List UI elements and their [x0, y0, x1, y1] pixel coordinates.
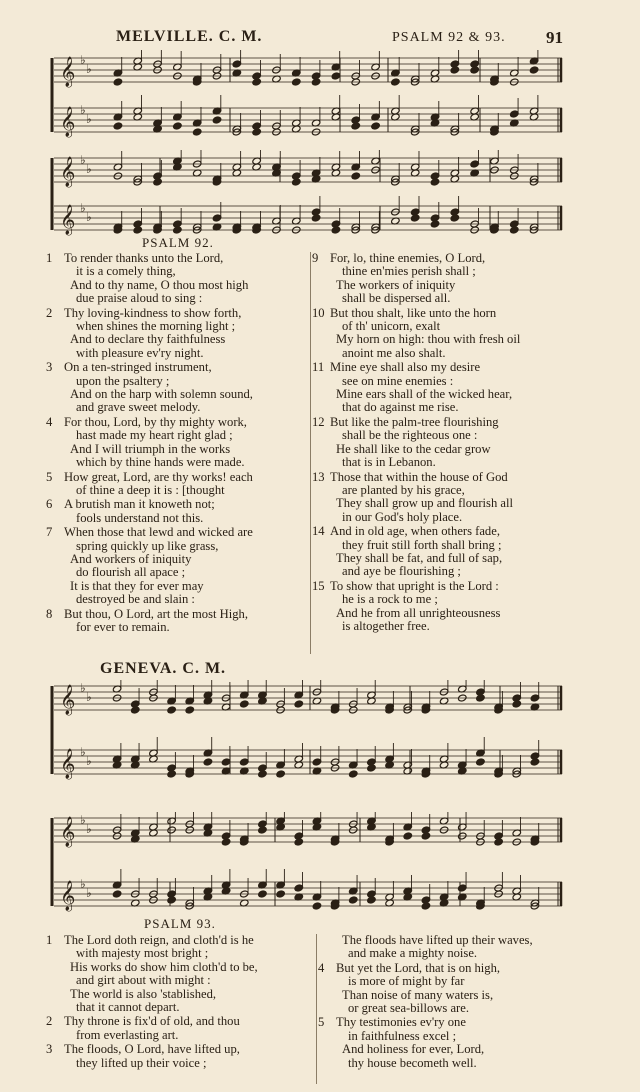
note-head: [430, 178, 439, 186]
psalm-93-right-column: [318, 934, 618, 1071]
treble-clef-icon: 𝄞: [60, 685, 76, 715]
note-head: [331, 72, 340, 80]
treble-clef-icon: 𝄞: [60, 157, 76, 187]
treble-clef-icon: 𝄞: [60, 57, 76, 87]
note-head: [421, 832, 430, 840]
flat-icon: ♭: [80, 53, 86, 67]
verse-number: 13: [312, 469, 325, 484]
verse-line: The floods have lifted up their waves,: [342, 933, 533, 947]
note-head: [311, 78, 320, 86]
note-head: [203, 758, 212, 766]
flat-icon: ♭: [86, 112, 92, 126]
psalm-92-heading: PSALM 92.: [142, 235, 214, 250]
note-head: [221, 758, 230, 766]
verse-line: Thy testimonies ev'ry one: [336, 1015, 466, 1030]
verse-line: and make a mighty noise.: [348, 946, 478, 961]
note-head: [294, 700, 303, 708]
verse-line: Mine eye shall also my desire: [330, 360, 481, 375]
note-head: [512, 700, 521, 708]
psalm-93-heading: PSALM 93.: [144, 916, 216, 931]
verse: [46, 498, 308, 525]
verse: [46, 307, 308, 361]
tune-title-melville: MELVILLE. C. M.: [116, 28, 263, 45]
note-head: [167, 770, 176, 778]
note-head: [349, 770, 358, 778]
verse-line: thy house becometh well.: [348, 1055, 477, 1070]
verse-line: with pleasure ev'ry night.: [76, 345, 204, 360]
note-head: [530, 694, 539, 702]
note-head: [185, 706, 194, 714]
note-head: [476, 694, 485, 702]
verse: [312, 525, 612, 579]
note-head: [331, 226, 340, 234]
note-head: [510, 110, 519, 118]
verse-number: 15: [312, 578, 325, 593]
verse-number: 7: [46, 525, 53, 540]
verse-line: To show that upright is the Lord :: [330, 578, 499, 593]
page-number: 91: [546, 28, 563, 47]
verse-line: When those that lewd and wicked are: [64, 525, 253, 540]
note-head: [430, 220, 439, 228]
verse-line: and aye be flourishing ;: [342, 564, 461, 579]
verse-line: that it cannot depart.: [76, 1000, 180, 1015]
verse: [312, 252, 612, 306]
verse-number: 3: [46, 1042, 53, 1057]
note-head: [292, 78, 301, 86]
verse-line: destroyed be and slain :: [76, 592, 195, 607]
verse: [318, 962, 618, 1016]
note-head: [351, 122, 360, 130]
note-head: [113, 122, 122, 130]
verse-line: they fruit still forth shall bring ;: [342, 537, 502, 552]
verse-number: 14: [312, 524, 325, 539]
flat-icon: ♭: [80, 813, 86, 827]
note-head: [276, 890, 285, 898]
verse-number: 2: [46, 1014, 53, 1029]
verse-line: His works do show him cloth'd to be,: [70, 959, 258, 974]
verse-line: and grave sweet melody.: [76, 400, 201, 415]
note-head: [312, 758, 321, 766]
verse-line: it is a comely thing,: [76, 264, 176, 279]
verse-line: are planted by his grace,: [342, 482, 465, 497]
note-head: [371, 122, 380, 130]
music-score-geneva-system-2: [50, 812, 564, 912]
verse: [312, 471, 612, 525]
note-head: [470, 66, 479, 74]
verse: [318, 1016, 618, 1070]
verse-line: upon the psaltery ;: [76, 373, 170, 388]
verse-line: But like the palm-tree flourishing: [330, 414, 499, 429]
verse-line: anoint me also shalt.: [342, 345, 446, 360]
note-head: [311, 214, 320, 222]
flat-icon: ♭: [86, 690, 92, 704]
note-head: [240, 758, 249, 766]
verse: [46, 1015, 308, 1042]
music-score-melville-system-1: [50, 50, 564, 140]
note-head: [367, 896, 376, 904]
verse: [312, 361, 612, 415]
verse-line: The workers of iniquity: [336, 277, 456, 292]
verse: [312, 307, 612, 361]
flat-icon: ♭: [86, 210, 92, 224]
treble-clef-icon: 𝄞: [60, 817, 76, 847]
flat-icon: ♭: [80, 103, 86, 117]
verse-line: is altogether free.: [342, 618, 430, 633]
verse-line: Mine ears shall of the wicked hear,: [336, 387, 513, 402]
note-head: [112, 890, 121, 898]
verse-line: But thou shalt, like unto the horn: [330, 305, 497, 320]
note-head: [510, 226, 519, 234]
verse-number: 5: [46, 469, 53, 484]
verse-line: in faithfulness excel ;: [348, 1028, 457, 1043]
verse-line: or great sea-billows are.: [348, 1001, 469, 1016]
verse-line: For thou, Lord, by thy mighty work,: [64, 414, 247, 429]
flat-icon: ♭: [80, 877, 86, 891]
verse-line: They shall be fat, and full of sap,: [336, 550, 503, 565]
verse-number: 12: [312, 414, 325, 429]
verse-line: hast made my heart right glad ;: [76, 428, 233, 443]
note-head: [529, 66, 538, 74]
verse-line: It is that they for ever may: [70, 578, 204, 593]
note-head: [450, 66, 459, 74]
note-head: [153, 178, 162, 186]
verse-line: spring quickly up like grass,: [76, 538, 219, 553]
note-head: [131, 706, 140, 714]
flat-icon: ♭: [80, 201, 86, 215]
note-head: [391, 78, 400, 86]
music-score-melville-system-2: [50, 150, 564, 240]
verse-number: 9: [312, 251, 319, 265]
flat-icon: ♭: [86, 886, 92, 900]
verse-line: fools understand not this.: [76, 510, 204, 525]
note-head: [312, 902, 321, 910]
verse-line: thine en'mies perish shall ;: [342, 264, 476, 279]
note-head: [252, 78, 261, 86]
note-head: [173, 122, 182, 130]
verse-line: They shall grow up and flourish all: [336, 496, 513, 511]
verse-line: of th' unicorn, exalt: [342, 319, 441, 334]
note-head: [294, 838, 303, 846]
verse: [318, 934, 618, 961]
verse-line: that do against me rise.: [342, 400, 459, 415]
verse-line: in our God's holy place.: [342, 509, 463, 524]
verse-line: Than noise of many waters is,: [342, 987, 494, 1002]
note-head: [258, 826, 267, 834]
note-head: [232, 60, 241, 68]
verse: [46, 1043, 308, 1070]
page-header: [0, 28, 640, 48]
bass-clef-icon: 𝄞: [60, 881, 76, 911]
note-head: [212, 116, 221, 124]
verse-line: from everlasting art.: [76, 1027, 179, 1042]
verse-number: 4: [46, 414, 53, 429]
verse-line: But thou, O Lord, art the most High,: [64, 606, 248, 621]
note-head: [494, 838, 503, 846]
verse-line: The world is also 'stablished,: [70, 986, 217, 1001]
note-head: [367, 764, 376, 772]
verse-number: 1: [46, 251, 53, 265]
verse-line: The floods, O Lord, have lifted up,: [64, 1042, 240, 1057]
note-head: [450, 214, 459, 222]
bass-clef-icon: 𝄞: [60, 749, 76, 779]
verse-line: do flourish all apace ;: [76, 565, 186, 580]
verse-line: And to declare thy faithfulness: [70, 332, 226, 347]
psalm-92-left-column: [46, 252, 308, 635]
verse-number: 5: [318, 1015, 325, 1030]
verse-line: And in old age, when others fade,: [330, 524, 500, 539]
verse-number: 1: [46, 933, 53, 947]
verse: [312, 580, 612, 634]
note-head: [173, 226, 182, 234]
note-head: [221, 838, 230, 846]
note-head: [294, 884, 303, 892]
flat-icon: ♭: [86, 822, 92, 836]
verse-line: And I will triumph in the works: [70, 441, 231, 456]
note-head: [192, 128, 201, 136]
note-head: [292, 178, 301, 186]
verse-line: of thine a deep it is : [thought: [76, 482, 225, 497]
note-head: [258, 890, 267, 898]
note-head: [240, 700, 249, 708]
note-head: [212, 214, 221, 222]
note-head: [470, 160, 479, 168]
note-head: [349, 896, 358, 904]
verse: [46, 934, 308, 1014]
flat-icon: ♭: [86, 162, 92, 176]
note-head: [410, 214, 419, 222]
note-head: [167, 706, 176, 714]
verse-number: 6: [46, 497, 53, 512]
note-head: [276, 770, 285, 778]
verse-line: and girt about with might :: [76, 973, 211, 988]
flat-icon: ♭: [80, 681, 86, 695]
verse-line: that is in Lebanon.: [342, 455, 436, 470]
flat-icon: ♭: [80, 745, 86, 759]
note-head: [421, 902, 430, 910]
verse-line: But yet the Lord, that is on high,: [336, 960, 501, 975]
verse-line: shall be dispersed all.: [342, 291, 451, 306]
note-head: [113, 78, 122, 86]
verse-line: see on mine enemies :: [342, 373, 454, 388]
verse-number: 11: [312, 360, 325, 375]
verse-line: To render thanks unto the Lord,: [64, 251, 224, 265]
psalm-92-right-column: [312, 252, 612, 634]
column-divider: [310, 252, 311, 654]
note-head: [530, 758, 539, 766]
note-head: [258, 770, 267, 778]
note-head: [458, 884, 467, 892]
verse-number: 3: [46, 360, 53, 375]
bass-clef-icon: 𝄞: [60, 205, 76, 235]
verse-number: 8: [46, 606, 53, 621]
verse-line: And holiness for ever, Lord,: [342, 1042, 485, 1057]
note-head: [252, 128, 261, 136]
verse-line: And on the harp with solemn sound,: [70, 387, 253, 402]
verse-line: for ever to remain.: [76, 619, 170, 634]
note-head: [167, 896, 176, 904]
verse-line: A brutish man it knoweth not;: [64, 497, 215, 512]
verse: [46, 471, 308, 498]
verse: [46, 608, 308, 635]
verse-number: 2: [46, 305, 53, 320]
verse: [312, 416, 612, 470]
bass-clef-icon: 𝄞: [60, 107, 76, 137]
verse-line: which by thine hands were made.: [76, 455, 245, 470]
verse-line: with majesty most bright ;: [76, 946, 209, 961]
flat-icon: ♭: [86, 62, 92, 76]
verse-line: He shall like to the cedar grow: [336, 441, 491, 456]
tune-title-geneva: GENEVA. C. M.: [100, 660, 227, 677]
verse-line: Thy throne is fix'd of old, and thou: [64, 1014, 240, 1029]
verse-line: And to thy name, O thou most high: [70, 277, 249, 292]
verse-line: On a ten-stringed instrument,: [64, 360, 212, 375]
psalm-93-left-column: [46, 934, 308, 1071]
verse-line: Those that within the house of God: [330, 469, 508, 484]
note-head: [403, 832, 412, 840]
flat-icon: ♭: [86, 754, 92, 768]
psalm-reference: PSALM 92 & 93.: [392, 30, 506, 45]
verse-line: For, lo, thine enemies, O Lord,: [330, 251, 486, 265]
verse-line: My horn on high: thou with fresh oil: [336, 332, 521, 347]
music-score-geneva-system-1: [50, 680, 564, 780]
verse-line: And workers of iniquity: [70, 551, 192, 566]
verse-line: Thy loving-kindness to show forth,: [64, 305, 242, 320]
verse-line: shall be the righteous one :: [342, 428, 478, 443]
verse-number: 4: [318, 960, 325, 975]
verse-line: he is a rock to me ;: [342, 592, 438, 607]
flat-icon: ♭: [80, 153, 86, 167]
verse: [46, 252, 308, 306]
note-head: [351, 172, 360, 180]
verse: [46, 526, 308, 606]
note-head: [133, 226, 142, 234]
verse-number: 10: [312, 305, 325, 320]
verse: [46, 416, 308, 470]
verse-line: due praise aloud to sing :: [76, 291, 203, 306]
verse: [46, 361, 308, 415]
verse-line: The Lord doth reign, and cloth'd is he: [64, 933, 254, 947]
verse-line: How great, Lord, are thy works! each: [64, 469, 253, 484]
verse-line: when shines the morning light ;: [76, 319, 236, 334]
verse-line: And he from all unrighteousness: [336, 605, 501, 620]
verse-line: they lifted up their voice ;: [76, 1055, 207, 1070]
note-head: [476, 758, 485, 766]
verse-line: is more of might by far: [348, 974, 465, 989]
column-divider-93: [316, 934, 317, 1084]
